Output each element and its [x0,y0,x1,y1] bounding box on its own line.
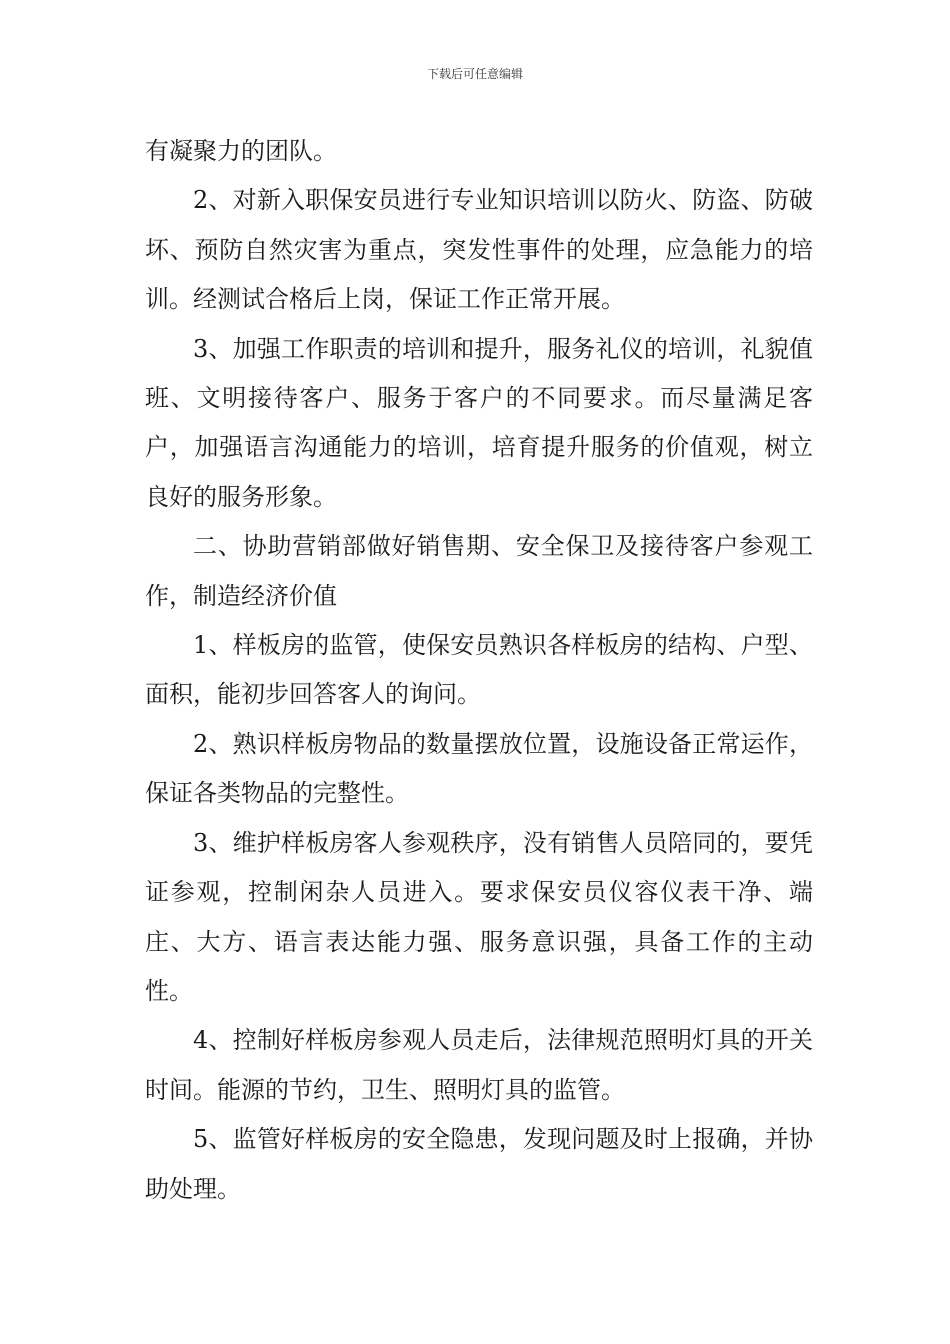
paragraph-7: 3、维护样板房客人参观秩序，没有销售人员陪同的，要凭证参观，控制闲杂人员进入。要求保安员仪容仪表干净、端庄、大方、语言表达能力强、服务意识强，具备工作的主动性。 [145,828,813,1005]
paragraph-2: 2、对新入职保安员进行专业知识培训以防火、防盗、防破坏、预防自然灾害为重点，突发性事件的处理，应急能力的培训。经测试合格后上岗，保证工作正常开展。 [145,186,813,314]
paragraph-8: 4、控制好样板房参观人员走后，法律规范照明灯具的开关时间。能源的节约，卫生、照明灯具的监管。 [145,1026,813,1104]
paragraph-1: 有凝聚力的团队。 [145,137,337,165]
paragraph-9: 5、监管好样板房的安全隐患，发现问题及时上报确，并协助处理。 [145,1125,813,1203]
paragraph-3: 3、加强工作职责的培训和提升，服务礼仪的培训，礼貌值班、文明接待客户、服务于客户的不同要求。而尽量满足客户，加强语言沟通能力的培训，培育提升服务的价值观，树立良好的服务形象。 [145,334,813,511]
paragraph-5: 1、样板房的监管，使保安员熟识各样板房的结构、户型、面积，能初步回答客人的询问。 [145,631,813,709]
document-body [145,127,813,1214]
section-heading-2: 二、协助营销部做好销售期、安全保卫及接待客户参观工作，制造经济价值 [145,532,813,610]
paragraph-6: 2、熟识样板房物品的数量摆放位置，设施设备正常运作，保证各类物品的完整性。 [145,729,813,808]
page-header: 下载后可任意编辑 [426,67,523,81]
